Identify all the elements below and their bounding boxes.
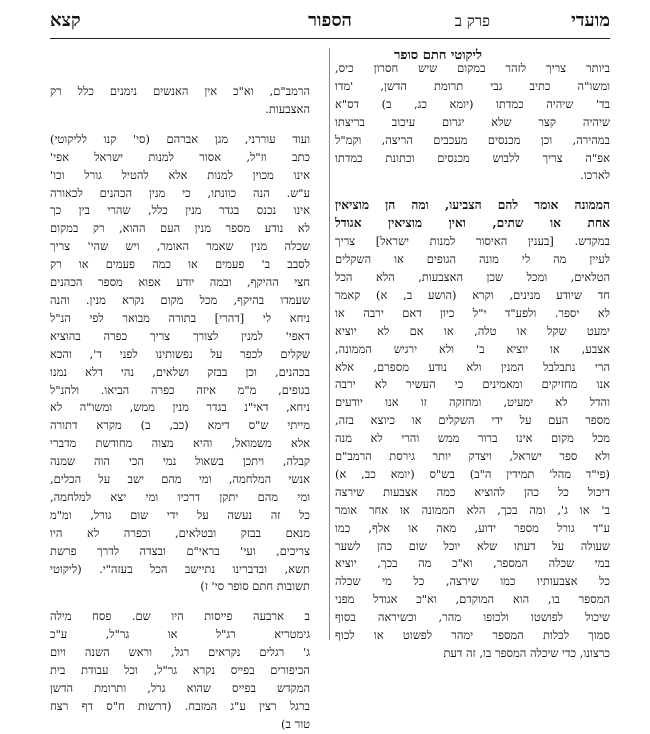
text-line: אצבע, או יוציא ב' ולא ירגיש הממונה,	[335, 341, 610, 356]
text-line: הרי נתבלבל המנין ולא נודע מספרם, אלא	[335, 359, 610, 374]
text-line: (פי"ד מהל' תמידין ה"ב) בש"ס (יומא כב, א)	[335, 466, 610, 481]
text-line: תשובות חתם סופר סי' ז)	[200, 579, 310, 594]
book-title: הספור	[308, 10, 352, 31]
text-line: לא נודע מספר מנין העם ההוא, רק במקום	[50, 221, 310, 236]
text-line: הממונה אומר להם הצביעו, ומה הן מוציאין	[335, 198, 610, 213]
paragraph-gap	[50, 596, 310, 608]
text-line: שקלים לכפר על נפשותינו לפני ד', והכא	[50, 346, 310, 361]
text-line: ביותר צריך לזהר במקום שיש חסרון כיס,	[335, 61, 610, 75]
text-line: כתב וז"ל, אסור למנות ישראל אפי'	[50, 149, 310, 164]
header-rule	[50, 38, 610, 39]
text-line: הכיפורים בפייס נקרא גר"ל, וכל עבודת בית	[50, 663, 310, 678]
text-line: מנאם בבזק ובטלאים, וכפרה לא היו	[50, 525, 310, 540]
text-line: והדל לא ימעיט, ומחזקה זו אנו יודעים	[335, 395, 610, 410]
text-line: ומי מהם יתקן דרכיו ומי יצא למלחמה,	[50, 489, 310, 504]
text-line: כרצונו, כדי שיכלה המספר בו, זה דעת	[443, 646, 610, 660]
text-line: בד' שיהיה כמדתו (יומא כג, ב) דס"א	[335, 96, 610, 111]
text-line: גימטריא רג"ל או גר"ל, ע"כ	[50, 627, 310, 642]
text-line: דאפי' למנין לצורך צריך כפרה בהוציא	[50, 328, 310, 343]
text-line: כל זה נעשה על ידי שום גורל, ומ"מ	[50, 507, 310, 522]
text-line: ברגל רצין ע"ג המזבח. (דרשות ח"ס דף רצח	[50, 698, 310, 713]
text-line: ב ארבעה פייסות היו שם. פסח מילה	[50, 609, 310, 624]
text-line: אנו מחזיקים ומאמינים כי העשיר לא ירבה	[335, 377, 610, 392]
text-line: ב' או ג', ומה בכך, הלא הממונה או אחר אומר	[335, 502, 610, 517]
text-line: שעמדו בהיקף, מכל מקום נקרא מנין. והנה	[50, 292, 310, 307]
text-line: טור ב)	[281, 716, 310, 731]
text-line: מספר העם על ידי השקלים או כיוצא בזה,	[335, 413, 610, 428]
column-divider	[329, 48, 330, 640]
text-line: קבלה, ויתכן בשאול נמי הכי הוה שמנה	[50, 454, 310, 469]
text-line: צריכים, ועי' בראי"ם ובצדה לדרך פרשת	[50, 543, 310, 558]
page-header	[50, 10, 610, 36]
text-line: סמוך לכלות המספר ימהר לפשוט או לכוף	[335, 628, 610, 643]
text-line: תשא, ובדברינו נתיישב הכל בעזה"י. (ליקוטי	[50, 561, 310, 576]
text-line: אינו מכוין למנות אלא להטיל גורל וכו'	[50, 167, 310, 182]
text-line: שכלה מנין שאמר האומר, ויש שהי' צריך	[50, 239, 310, 254]
left-column	[50, 83, 310, 734]
right-column	[335, 60, 610, 663]
text-line: ועוד עוררני, מגן אברהם (סי' קנו לליקוטי)	[50, 131, 310, 146]
book-name: מועדי	[571, 10, 610, 31]
text-line: ע"ד גורל מספר ידוע, מאה או אלף, כמו	[335, 520, 610, 535]
text-line: אפ"ה צריך ללבוש מכנסים וכתונת כמדתו	[335, 150, 610, 165]
text-line: ע"ש. הנה כוונתו, כי מנין הכהנים לכאורה	[50, 185, 310, 200]
text-line: אינו נכנס בגדר מנין כלל, שהרי בין כך	[50, 203, 310, 218]
text-line: הרמב"ם, וא"כ אין האנשים נימנים כלל רק	[50, 84, 310, 98]
text-line: מכל מקום אינו ברור ממש והרי לא מנה	[335, 431, 610, 446]
text-line: לסבב ב' פעמים או כמה פעמים או רק	[50, 257, 310, 272]
text-line: ג' רגלים נקראים רגל, וראש השנה ויום	[50, 645, 310, 660]
section-title: ליקוטי חתם סופר	[394, 48, 482, 63]
text-line: בגופים, מ"מ איזה כפרה הביאו. ולהנ"ל	[50, 382, 310, 397]
page-number: קצא	[50, 10, 81, 31]
text-line: אחת או שתים, ואין מוציאין אגודל	[335, 216, 610, 231]
text-line: ומשו"ה כתיב גבי תרומת הדשן, 'מדו	[335, 78, 610, 93]
text-line: לא יספר. ולפע"ד י"ל כיון דאם ירבה או	[335, 305, 610, 320]
text-line: כל אצבעותיו כמו שירצה, כל מי שכלה	[335, 574, 610, 589]
chapter-label: פרק ב	[454, 12, 490, 30]
text-line: דיכול כל כהן להוציא כמה אצבעות שירצה	[335, 484, 610, 499]
text-line: מייתי ש"ס דימא (כב, ב) מקרא דתורה	[50, 418, 310, 433]
text-line: לעיין מה לי מונה הגופים או השקלים	[335, 252, 610, 267]
text-line: חד שיודע מנינים, וקרא (הושע ב, א) קאמר	[335, 287, 610, 302]
text-line: במי שכלה המספר, וא"כ מה בכך, יוציא	[335, 556, 610, 571]
text-line: ניחא לי [דהרי] בתורה מבואר לפי הנ"ל	[50, 310, 310, 325]
text-line: האצבעות.	[265, 101, 310, 116]
text-line: אלא משמואל, והיא מצוה מחודשת מדברי	[50, 436, 310, 451]
text-line: הטלאים, ומכל שכן האצבעות, הלא הכל	[335, 269, 610, 284]
paragraph-gap	[335, 185, 610, 197]
paragraph-gap	[50, 119, 310, 131]
text-line: שיהיה קצר שלא יגרום עיכוב בריצתו	[335, 114, 610, 129]
text-line: ולא ספר ישראל, ויצדק יותר גירסת הרמב"ם	[335, 449, 610, 464]
text-line: המספר בו, הוא המוקדם, וא"כ אגודל מפני	[335, 592, 610, 607]
text-line: שעולה על דעתו שלא יוכל שום כהן לשער	[335, 538, 610, 553]
text-line: ניחא, דאי"נ בגדר מנין ממש, ומשו"ה לא	[50, 400, 310, 415]
text-line: בכהנים, וכן בבזק ושלאים, נהי דלא נמנו	[50, 364, 310, 379]
text-line: במקדש. [בענין האיסור למנות ישראל] צריך	[335, 234, 610, 249]
text-line: חצי ההיקף, ובמה יודע אפוא מספר הכהנים	[50, 275, 310, 290]
text-line: אנשי המלחמה, ומי מהם ישב על הכלים,	[50, 472, 310, 487]
text-line: במהירה, וכן מכנסים מעכבים הריצה, וקמ"ל	[335, 132, 610, 147]
text-line: שיכול לפושטו ולכופו מהר, וכשיראה בסוף	[335, 610, 610, 625]
text-line: המקדש בפייס שהוא גרל, ותרומת הדשן	[50, 681, 310, 695]
text-line: ימעט שקל או טלה, או אם לא יוציא	[335, 323, 610, 338]
text-line: לארכו.	[580, 168, 610, 183]
